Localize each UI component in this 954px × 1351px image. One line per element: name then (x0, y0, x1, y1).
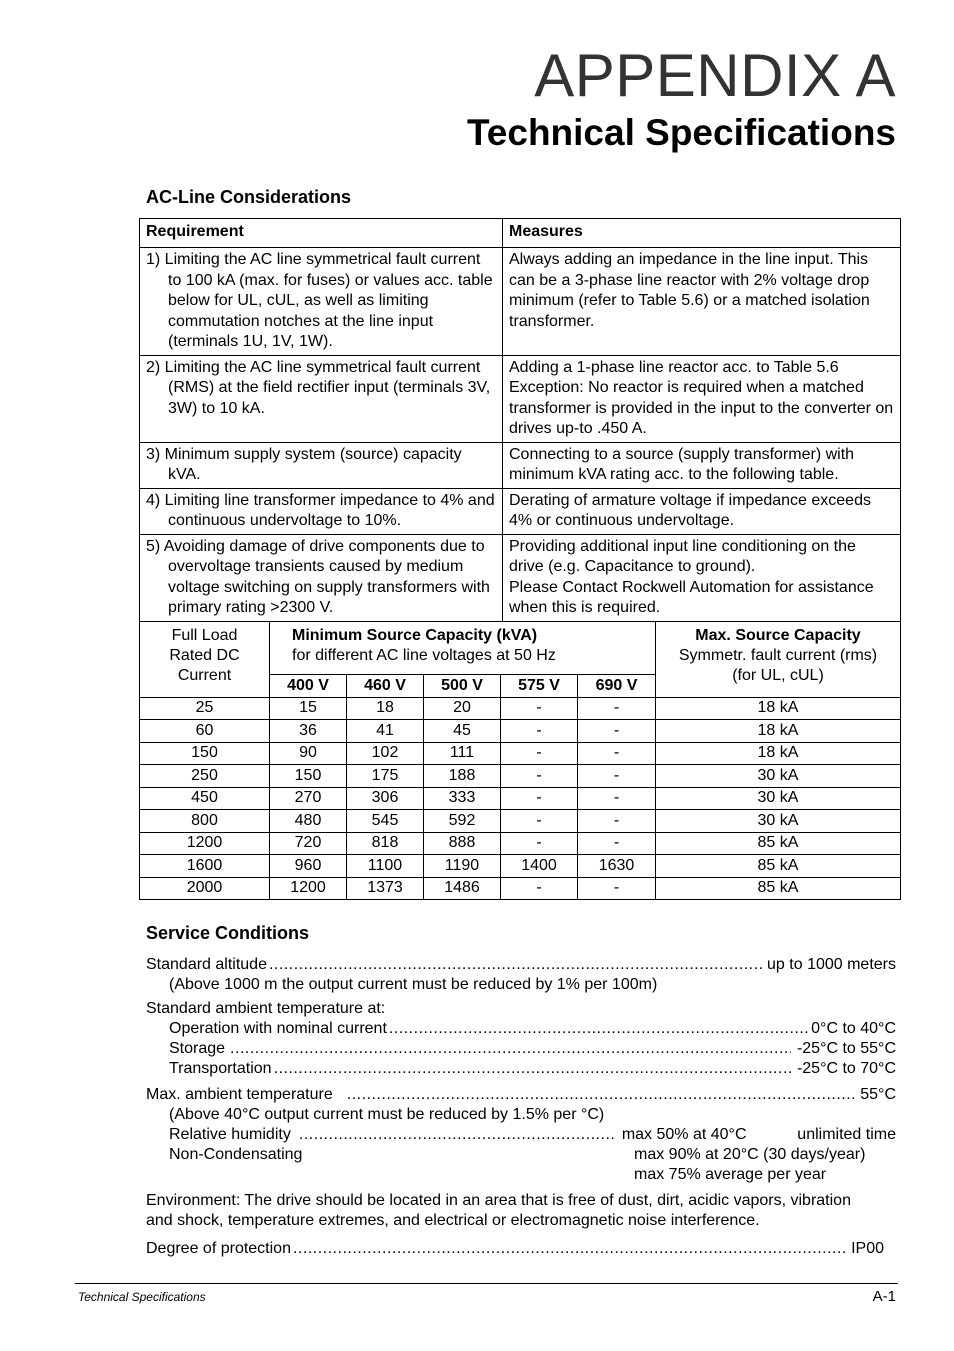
table-row (140, 810, 901, 833)
storage-row: Storage ..... -25°C to 55°C (146, 1039, 896, 1059)
table-cell: - (501, 742, 578, 765)
ac-line-table (139, 218, 901, 622)
table-row (140, 697, 901, 720)
table-cell: 1100 (347, 855, 424, 878)
measures-cell: Adding a 1-phase line reactor acc. to Table 5.6 Exception: No reactor is required when a matched transformer is provided in the input to the converter on drives up-to .450 A. (503, 355, 901, 442)
altitude-note: (Above 1000 m the output current must be reduced by 1% per 100m) (169, 976, 658, 993)
table-cell: 1630 (578, 855, 656, 878)
operation-row: Operation with nominal current ..... 0°C to 40°C (146, 1019, 896, 1039)
column-header-requirement: Requirement (140, 219, 503, 248)
dot-leader (274, 1059, 791, 1079)
table-row (140, 248, 901, 356)
service-conditions-heading: Service Conditions (146, 923, 310, 943)
table-cell: - (578, 765, 656, 788)
table-cell: 18 kA (656, 742, 901, 765)
table-row (140, 488, 901, 534)
table-cell: 1200 (140, 832, 270, 855)
service-conditions (146, 955, 896, 1259)
table-cell: 175 (347, 765, 424, 788)
table-cell: 102 (347, 742, 424, 765)
ambient-heading: Standard ambient temperature at: (146, 1000, 386, 1017)
dot-leader (293, 1239, 845, 1259)
table-cell: 30 kA (656, 810, 901, 833)
max-ambient-row: Max. ambient temperature ..... 55°C (146, 1085, 896, 1105)
table-cell: 45 (424, 720, 501, 743)
footer-divider (75, 1283, 898, 1284)
requirement-cell: 2) Limiting the AC line symmetrical fault current (RMS) at the field rectifier input (terminals 3V, 3W) to 10 kA. (140, 355, 503, 442)
measures-cell: Always adding an impedance in the line input. This can be a 3-phase line reactor with 2% voltage drop minimum (refer to Table 5.6) or a matched isolation transformer. (503, 248, 901, 356)
table-cell: 333 (424, 787, 501, 810)
voltage-header: 460 V (347, 675, 424, 698)
table-cell: 592 (424, 810, 501, 833)
table-cell: 188 (424, 765, 501, 788)
dot-leader (230, 1039, 791, 1059)
table-cell: 15 (270, 697, 347, 720)
table-cell: 36 (270, 720, 347, 743)
ac-line-heading: AC-Line Considerations (146, 187, 352, 207)
table-cell: 25 (140, 697, 270, 720)
voltage-header: 500 V (424, 675, 501, 698)
table-cell: 250 (140, 765, 270, 788)
table-cell: 888 (424, 832, 501, 855)
table-cell: - (501, 697, 578, 720)
voltage-header: 690 V (578, 675, 656, 698)
dot-leader (389, 1019, 809, 1039)
table-row (140, 534, 901, 621)
voltage-header: 400 V (270, 675, 347, 698)
table-cell: 30 kA (656, 765, 901, 788)
table-row (140, 855, 901, 878)
table-cell: 480 (270, 810, 347, 833)
table-cell: 90 (270, 742, 347, 765)
table-cell: 85 kA (656, 832, 901, 855)
table-cell: - (501, 787, 578, 810)
non-condensating-row: Non-Condensating max 90% at 20°C (30 days/year) (169, 1146, 866, 1163)
source-capacity-table (139, 621, 901, 900)
table-cell: 270 (270, 787, 347, 810)
table-cell: - (578, 720, 656, 743)
table-cell: 800 (140, 810, 270, 833)
requirement-cell: 4) Limiting line transformer impedance to 4% and continuous undervoltage to 10%. (140, 488, 503, 534)
table-cell: 450 (140, 787, 270, 810)
table-cell: - (578, 877, 656, 900)
table-cell: - (501, 765, 578, 788)
table-row (140, 787, 901, 810)
table-cell: - (578, 742, 656, 765)
table-cell: 818 (347, 832, 424, 855)
table-cell: - (578, 697, 656, 720)
dot-leader (269, 955, 765, 975)
requirement-cell: 1) Limiting the AC line symmetrical fault current to 100 kA (max. for fuses) or values acc. table below for UL, cUL, as well as limiting commutation notches at the line input (terminals 1U, 1V, 1W). (140, 248, 503, 356)
table-row (140, 742, 901, 765)
table-cell: 1400 (501, 855, 578, 878)
table-cell: 30 kA (656, 787, 901, 810)
page-number: A-1 (872, 1288, 896, 1305)
average-humidity: max 75% average per year (634, 1166, 827, 1183)
table-cell: 1200 (270, 877, 347, 900)
table-cell: 306 (347, 787, 424, 810)
max-ambient-note: (Above 40°C output current must be reduced by 1.5% per °C) (169, 1106, 605, 1123)
table-header-row (140, 219, 901, 248)
footer-section-title: Technical Specifications (78, 1290, 206, 1304)
column-header-measures: Measures (503, 219, 901, 248)
page-title: Technical Specifications (466, 112, 896, 153)
table-cell: - (578, 810, 656, 833)
table-row (140, 765, 901, 788)
table-row (140, 720, 901, 743)
environment-text: Environment: The drive should be located in an area that is free of dust, dirt, acidic vapors, vibration and shock, temperature extremes, and electrical or electromagnetic noise interference. (146, 1192, 851, 1229)
dot-leader (299, 1125, 614, 1145)
table-cell: 41 (347, 720, 424, 743)
table-cell: 18 kA (656, 697, 901, 720)
appendix-label: APPENDIX A (534, 42, 896, 109)
column-header-min-capacity: Minimum Source Capacity (kVA) for different AC line voltages at 50 Hz (270, 622, 656, 675)
capacity-rows (140, 697, 901, 900)
altitude-row: Standard altitude ..... up to 1000 meters (146, 955, 896, 975)
requirement-cell: 5) Avoiding damage of drive components due to overvoltage transients caused by medium voltage switching on supply transformers with primary rating >2300 V. (140, 534, 503, 621)
table-row (140, 877, 901, 900)
measures-cell: Connecting to a source (supply transformer) with minimum kVA rating acc. to the following table. (503, 442, 901, 488)
humidity-row: Relative humidity ..... max 50% at 40°C unlimited time (146, 1125, 896, 1145)
table-cell: - (501, 720, 578, 743)
table-cell: 18 kA (656, 720, 901, 743)
table-row (140, 355, 901, 442)
measures-cell: Providing additional input line conditioning on the drive (e.g. Capacitance to ground). Please Contact Rockwell Automation for assistance when this is required. (503, 534, 901, 621)
table-row (140, 832, 901, 855)
table-row (140, 442, 901, 488)
voltage-header: 575 V (501, 675, 578, 698)
protection-row: Degree of protection ..... IP00 (146, 1239, 884, 1259)
table-cell: 85 kA (656, 877, 901, 900)
table-cell: 111 (424, 742, 501, 765)
table-cell: - (578, 787, 656, 810)
table-cell: 960 (270, 855, 347, 878)
column-header-rated-current: Full Load Rated DC Current (140, 622, 270, 698)
table-cell: - (501, 810, 578, 833)
table-cell: 1486 (424, 877, 501, 900)
table-header-row (140, 622, 901, 675)
table-cell: 1373 (347, 877, 424, 900)
requirement-cell: 3) Minimum supply system (source) capacity kVA. (140, 442, 503, 488)
transportation-row: Transportation ..... -25°C to 70°C (146, 1059, 896, 1079)
table-cell: 60 (140, 720, 270, 743)
table-cell: - (501, 877, 578, 900)
table-cell: 20 (424, 697, 501, 720)
table-cell: 1190 (424, 855, 501, 878)
table-cell: 1600 (140, 855, 270, 878)
table-cell: - (578, 832, 656, 855)
table-cell: 18 (347, 697, 424, 720)
table-cell: 150 (270, 765, 347, 788)
table-cell: - (501, 832, 578, 855)
dot-leader (347, 1085, 855, 1105)
measures-cell: Derating of armature voltage if impedance exceeds 4% or continuous undervoltage. (503, 488, 901, 534)
table-cell: 720 (270, 832, 347, 855)
table-cell: 85 kA (656, 855, 901, 878)
table-cell: 545 (347, 810, 424, 833)
column-header-max-capacity: Max. Source Capacity Symmetr. fault current (rms) (for UL, cUL) (656, 622, 901, 698)
table-cell: 2000 (140, 877, 270, 900)
table-cell: 150 (140, 742, 270, 765)
